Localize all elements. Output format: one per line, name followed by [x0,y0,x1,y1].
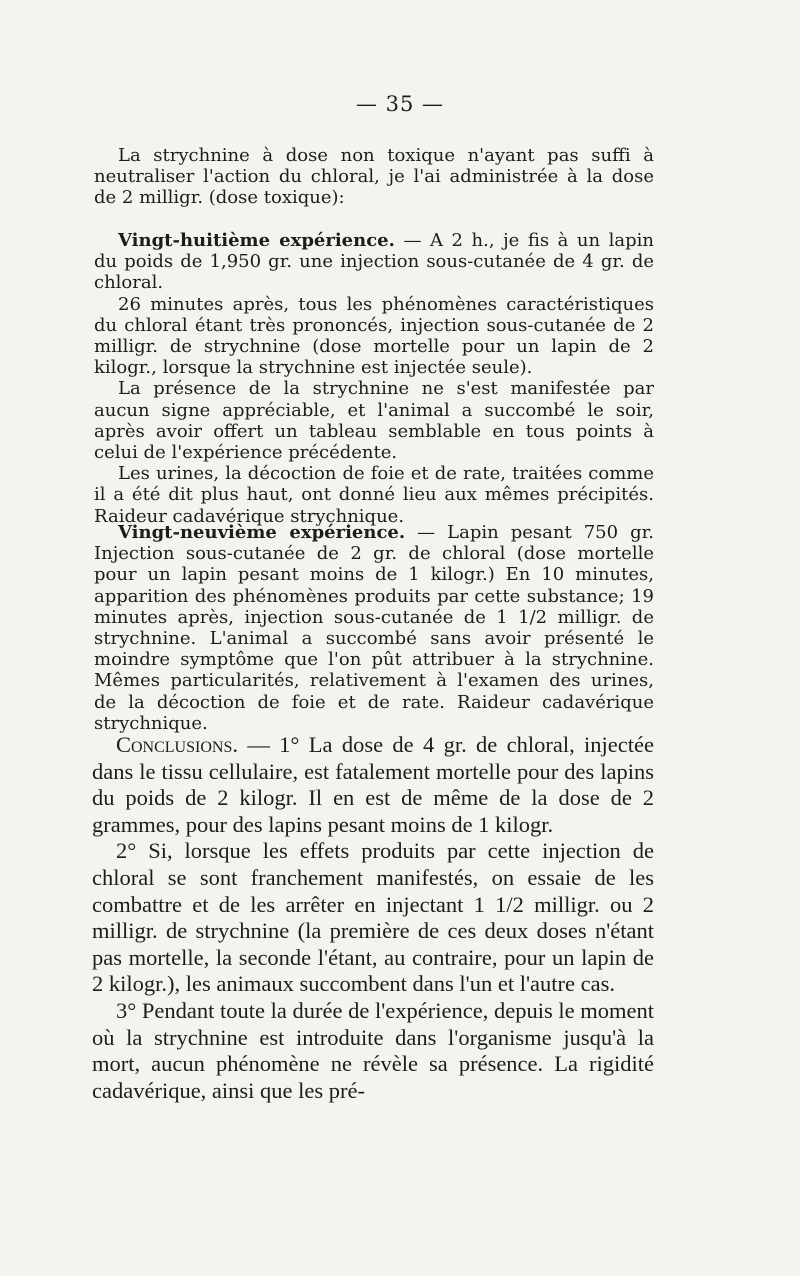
conclusions [92,732,654,1104]
intro-paragraph: La strychnine à dose non toxique n'ayant pas suffi à neutraliser l'action du chloral, je l'ai administrée à la dose de 2 milligr. (dose toxique): [94,145,654,209]
experiment-28-paragraph-3: La présence de la strychnine ne s'est manifestée par aucun signe appréciable, et l'animal a succombé le soir, après avoir offert un tableau semblable en tous points à celui de l'expérience précédente. [94,378,654,464]
intro-block [94,145,654,209]
experiment-28-intro: — A 2 h., je fis à un lapin du poids de 1,950 gr. une injection sous-cutanée de 4 gr. de chloral. [94,230,654,294]
experiment-29-heading: Vingt-neuvième expérience. [118,522,406,543]
conclusions-paragraph-2: 2° Si, lorsque les effets produits par cette injection de chloral se sont franchement manifestés, on essaie de les combattre et de les arrêter en injectant 1 1/2 milligr. ou 2 milligr. de strychnine (la première de ces deux doses n'étant pas mortelle, la seconde l'étant, au contraire, pour un lapin de 2 kilogr.), les animaux succombent dans l'un et l'autre cas. [92,838,654,997]
experiment-28-paragraph-1 [94,230,654,294]
conclusions-paragraph-3: 3° Pendant toute la durée de l'expérience, depuis le moment où la strychnine est introduite dans l'organisme jusqu'à la mort, aucun phénomène ne révèle sa présence. La rigidité cadavérique, ainsi que les pré- [92,997,654,1103]
experiment-29-paragraph [94,522,654,734]
conclusions-label: Conclusions. [116,732,238,757]
experiment-28-heading: Vingt-huitième expérience. [118,230,395,251]
experiment-28 [94,230,654,527]
experiment-29-body: — Lapin pesant 750 gr. Injection sous-cutanée de 2 gr. de chloral (dose mortelle pour un lapin pesant moins de 1 kilogr.) En 10 minutes, apparition des phénomènes produits par cette substance; 19 minutes après, injection sous-cutanée de 1 1/2 milligr. de strychnine. L'animal a succombé sans avoir présenté le moindre symptôme que l'on pût attribuer à la strychnine. Mêmes particularités, relativement à l'examen des urines, de la décoction de foie et de rate. Raideur cadavérique strychnique. [94,522,654,734]
experiment-29 [94,522,654,734]
experiment-28-paragraph-2: 26 minutes après, tous les phénomènes caractéristiques du chloral étant très prononcés, injection sous-cutanée de 2 milligr. de strychnine (dose mortelle pour un lapin de 2 kilogr., lorsque la strychnine est injectée seule). [94,293,654,379]
page-number: — 35 — [355,92,445,116]
conclusions-point-1: — 1° La dose de 4 gr. de chloral, injectée dans le tissu cellulaire, est fatalement mortelle pour des lapins du poids de 2 kilogr. Il en est de même de la dose de 2 grammes, pour des lapins pesant moins de 1 kilogr. [92,732,654,837]
conclusions-paragraph-1 [92,732,654,838]
experiment-28-paragraph-4: Les urines, la décoction de foie et de rate, traitées comme il a été dit plus haut, ont donné lieu aux mêmes précipités. Raideur cadavérique strychnique. [94,463,654,527]
